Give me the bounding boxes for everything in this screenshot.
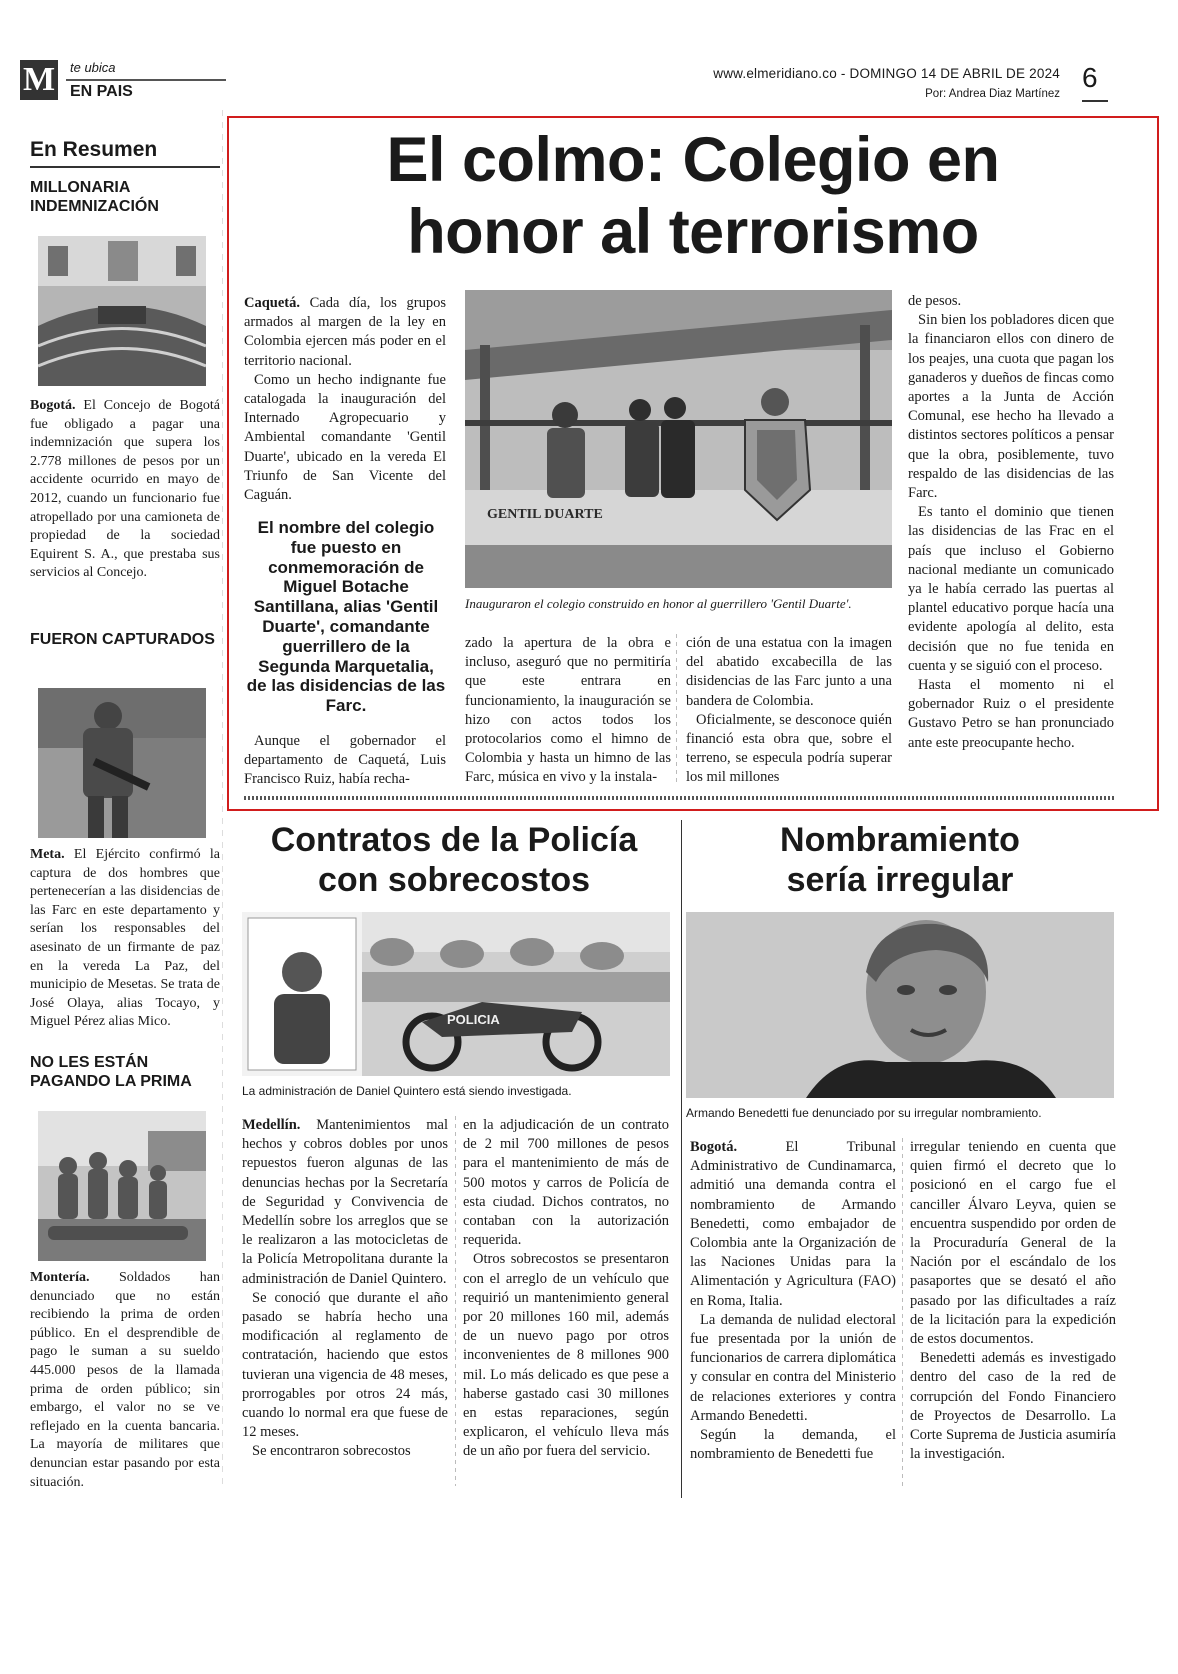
police-column-1: Medellín. Mantenimientos mal hechos y cobros dobles por unos repuestos fueron algunas de las denuncias hechas por la Secretaría de Seguridad y Convivencia de Medellín sobre los arreglos que se le realizaron a las motocicletas de la Policía Metropolitana durante la administración de Daniel Quintero. Se conoció que durante el año pasado se habría hecho una modificación al reglamento de contratación, haciendo que estos tuvieran una vigencia de 48 meses, prorrogables por otros 24 más, cuando lo normal era que fuese de 12 meses. Se encontraron sobrecostos	[242, 1117, 448, 1460]
svg-text:GENTIL DUARTE: GENTIL DUARTE	[487, 507, 603, 522]
lead-bottom-rule	[244, 796, 1114, 800]
lower-stories-separator	[681, 820, 682, 1498]
brief-title-capturados: FUERON CAPTURADOS	[30, 631, 215, 648]
lead-column-separator	[676, 634, 677, 784]
summary-rule	[30, 166, 220, 168]
section-name: EN PAIS	[70, 83, 133, 100]
section-kicker: te ubica	[70, 60, 116, 75]
svg-text:POLICIA: POLICIA	[447, 1012, 500, 1027]
lead-column-1-tail: Aunque el gobernador el departamento de Caquetá, Luis Francisco Ruiz, había recha-	[244, 733, 446, 788]
brief-title-indemnizacion: MILLONARIA INDEMNIZACIÓN	[30, 179, 159, 215]
summary-heading: En Resumen	[30, 138, 158, 161]
benedetti-portrait-photo	[686, 912, 1114, 1098]
soldier-photo	[38, 688, 206, 838]
brief-text-capturados: Meta. El Ejército confirmó la captura de dos hombres que pertenecerían a las disidencias de las Farc en este departamento y serían los responsables del asesinato de un firmante de paz en la vereda La Paz, del municipio de Mesetas. Se trata de José Olaya, alias Tocayo, y Miguel Pérez alias Mico.	[30, 847, 220, 1030]
school-inauguration-photo	[465, 290, 892, 588]
soldiers-group-photo	[38, 1111, 206, 1261]
pull-quote: El nombre del colegio fue puesto en conmemoración de Miguel Botache Santillana, alias 'Gentil Duarte', comandante guerrillero de la Segunda Marquetalia, de las disidencias de las Farc.	[246, 518, 446, 716]
benedetti-column-1: Bogotá. El Tribunal Administrativo de Cundinamarca, admitió una demanda contra el nombramiento de Armando Benedetti, como embajador de Colombia ante la Organización de las Naciones Unidas para la Alimentación y Agricultura (FAO) en Roma, Italia. La demanda de nulidad electoral fue presentada por la unión de funcionarios de carrera diplomática y consular en contra del Ministerio de relaciones exteriores y contra Armando Benedetti. Según la demanda, el nombramiento de Benedetti fue	[690, 1139, 896, 1463]
benedetti-photo-caption: Armando Benedetti fue denunciado por su irregular nombramiento.	[686, 1106, 1042, 1120]
benedetti-story-headline: Nombramiento sería irregular	[780, 821, 1020, 899]
sidebar-separator	[222, 110, 223, 1490]
police-column-2: en la adjudicación de un contrato de 2 mil 700 millones de pesos para el mantenimiento de más de 500 motos y carros de Policía de esta ciudad. Dichos contratos, no contaban con la autorización requerida. Otros sobrecostos se presentaron con el arreglo de un vehículo que requirió un mantenimiento general por 20 millones 160 mil, además de un nuevo pago por otros inconvenientes de 8 millones 900 mil. Lo más delicado es que pese a haberse gastado casi 30 millones en estas reparaciones, según explicaron, el vehículo lleva más de un año por fuera del servicio.	[463, 1117, 669, 1460]
police-motorcycles-photo	[242, 912, 670, 1076]
newspaper-logo: M	[20, 60, 58, 100]
lead-headline: El colmo: Colegio en honor al terrorismo	[386, 125, 1000, 267]
brief-text-indemnizacion: Bogotá. El Concejo de Bogotá fue obligado a pagar una indemnización que supera los 2.778 millones de pesos por un accidente ocurrido en mayo de 2012, cuando un funcionario fue atropellado por una camioneta de propiedad de la sociedad Equirent S. A., que prestaba sus servicios al Concejo.	[30, 398, 220, 581]
benedetti-column-2: irregular teniendo en cuenta que quien firmó el decreto que lo posicionó en el cargo fue el canciller Álvaro Leyva, quien se encuentra suspendido por orden de la Procuraduría General de la Nación por el escándalo de los pasaportes que se desató el año pasado por las dificultades a raíz de la licitación para la expedición de estos documentos. Benedetti además es investigado dentro del caso de la red de corrupción del Fondo Financiero de Proyectos de Desarrollo. La Corte Suprema de Justicia asumiría la investigación.	[910, 1139, 1116, 1463]
police-photo-caption: La administración de Daniel Quintero está siendo investigada.	[242, 1084, 572, 1098]
council-chamber-photo	[38, 236, 206, 386]
lead-column-3: ción de una estatua con la imagen del abatido excabecilla de las disidencias de las Farc junto a una bandera de Colombia. Oficialmente, se desconoce quién financió esta obra que, sobre el terreno, se especula podría superar los mil millones	[686, 635, 892, 786]
site-date-line: www.elmeridiano.co - DOMINGO 14 DE ABRIL DE 2024	[713, 66, 1060, 81]
page-number: 6	[1082, 62, 1098, 93]
lead-column-4: de pesos. Sin bien los pobladores dicen que la financiaron ellos con dinero de los peajes, una cuota que pagan los ganaderos y dueños de fincas como aportes a la Junta de Acción Comunal, ese hecho ha llevado a distintos sectores políticos a pensar que la obra, posiblemente, tuvo respaldo de las disidencias de las Farc. Es tanto el dominio que tienen las disidencias de las Frac en el país que incluso el Gobierno nacional mediante un comunicado ya le había cerrado las puertas al plantel educativo porque hacía una evidente apología al delito, esta decisión que no fue tenida en cuenta y se siguió con el proceso. Hasta el momento ni el gobernador Ruiz o el presidente Gustavo Petro se han pronunciado ante este preocupante hecho.	[908, 293, 1114, 751]
brief-title-prima: NO LES ESTÁN PAGANDO LA PRIMA	[30, 1054, 192, 1090]
police-column-separator	[455, 1116, 456, 1486]
byline: Por: Andrea Diaz Martínez	[925, 88, 1060, 100]
page-number-rule	[1082, 100, 1108, 102]
brief-text-prima: Montería. Soldados han denunciado que no están recibiendo la prima de orden público. En el desprendible de pago le suman a su sueldo 445.000 pesos de la llamada prima de orden público; sin embargo, el valor no se ve reflejado en la cuenta bancaria. La mayoría de militares que denuncian estar pasando por esta situación.	[30, 1270, 220, 1490]
police-story-headline: Contratos de la Policía con sobrecostos	[270, 821, 638, 899]
section-rule	[66, 79, 226, 81]
benedetti-column-separator	[902, 1138, 903, 1488]
lead-column-2: zado la apertura de la obra e incluso, aseguró que no permitiría que este entrara en funcionamiento, la inauguración se hizo con actos todos los protocolarios como el himno de Colombia y hasta un himno de las Farc, música en vivo y la instala-	[465, 635, 671, 786]
lead-photo-caption: Inauguraron el colegio construido en honor al guerrillero 'Gentil Duarte'.	[465, 596, 852, 611]
lead-column-1: Caquetá. Cada día, los grupos armados al margen de la ley en Colombia ejercen más poder en el territorio nacional. Como un hecho indignante fue catalogada la inauguración del Internado Agropecuario y Ambiental comandante 'Gentil Duarte', ubicado en la vereda El Triunfo de San Vicente del Caguán.	[244, 295, 446, 504]
